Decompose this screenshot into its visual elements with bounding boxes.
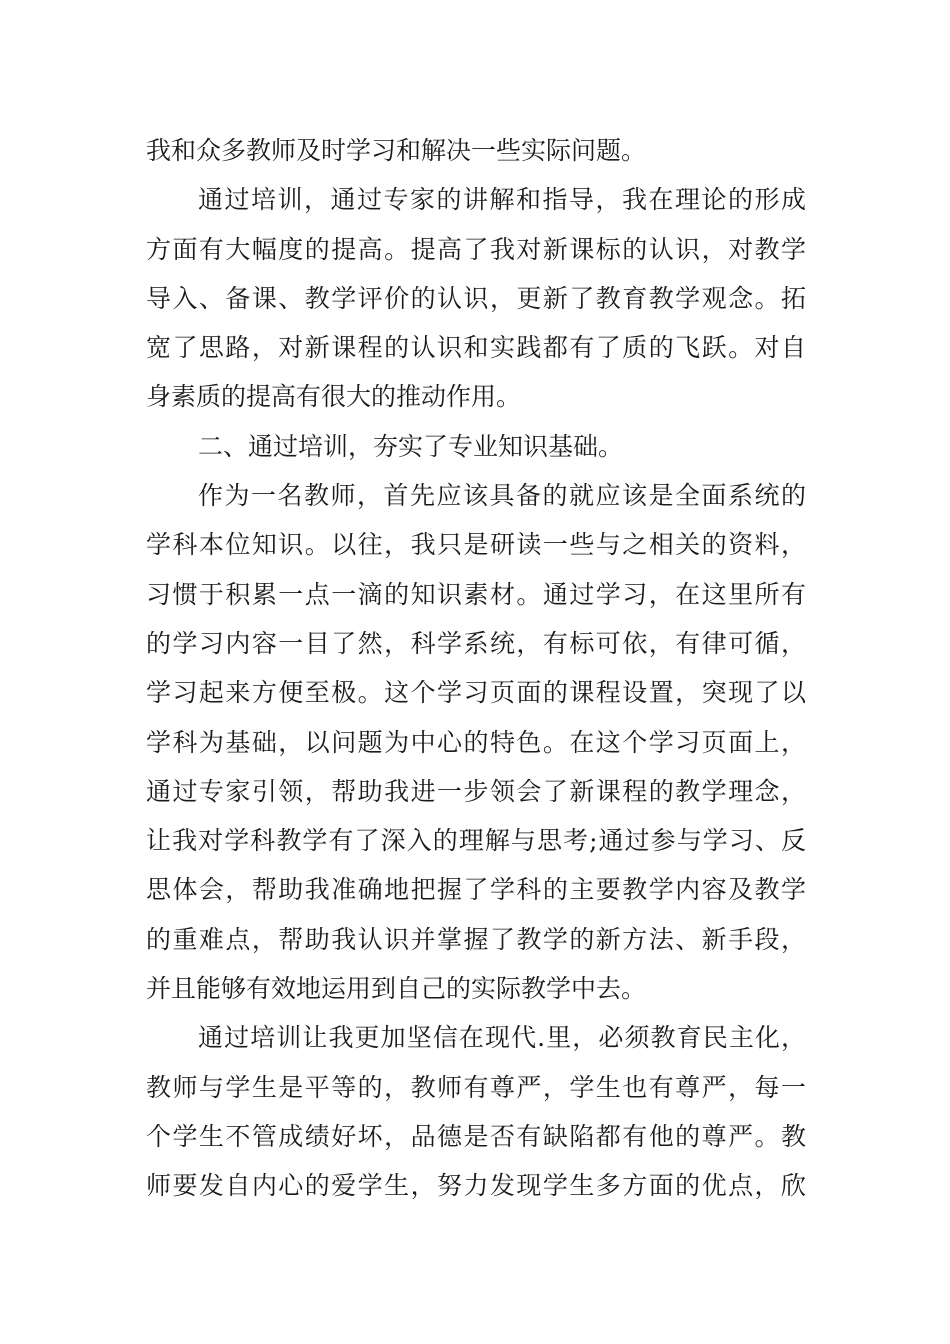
- document-body: [146, 126, 806, 1211]
- text-line: 通过培训，通过专家的讲解和指导，我在理论的形成: [198, 185, 806, 215]
- text-line: 个学生不管成绩好坏，品德是否有缺陷都有他的尊严。教: [146, 1121, 806, 1151]
- text-line: 二、通过培训，夯实了专业知识基础。: [198, 431, 624, 461]
- text-line: 身素质的提高有很大的推动作用。: [146, 382, 522, 412]
- text-line: 师要发自内心的爱学生，努力发现学生多方面的优点，欣: [146, 1171, 806, 1201]
- text-line: 学科本位知识。以往，我只是研读一些与之相关的资料，: [146, 530, 806, 560]
- text-line: 作为一名教师，首先应该具备的就应该是全面系统的: [198, 481, 806, 511]
- text-line: 学科为基础，以问题为中心的特色。在这个学习页面上，: [146, 727, 806, 757]
- text-line: 通过培训让我更加坚信在现代.里，必须教育民主化，: [198, 1023, 806, 1053]
- text-line: 方面有大幅度的提高。提高了我对新课标的认识，对教学: [146, 234, 806, 264]
- text-line: 我和众多教师及时学习和解决一些实际问题。: [146, 136, 647, 165]
- text-line: 习惯于积累一点一滴的知识素材。通过学习，在这里所有: [146, 579, 806, 609]
- text-line: 并且能够有效地运用到自己的实际教学中去。: [146, 974, 647, 1004]
- text-line: 的重难点，帮助我认识并掌握了教学的新方法、新手段，: [146, 924, 806, 954]
- text-line: 思体会，帮助我准确地把握了学科的主要教学内容及教学: [146, 875, 806, 905]
- text-line: 导入、备课、教学评价的认识，更新了教育教学观念。拓: [146, 283, 806, 313]
- text-line: 让我对学科教学有了深入的理解与思考;通过参与学习、反: [146, 826, 806, 856]
- text-line: 教师与学生是平等的，教师有尊严，学生也有尊严，每一: [146, 1072, 806, 1102]
- text-line: 的学习内容一目了然，科学系统，有标可依，有律可循，: [146, 628, 806, 658]
- text-line: 通过专家引领，帮助我进一步领会了新课程的教学理念，: [146, 776, 806, 806]
- text-line: 学习起来方便至极。这个学习页面的课程设置，突现了以: [146, 678, 806, 708]
- text-line: 宽了思路，对新课程的认识和实践都有了质的飞跃。对自: [146, 333, 806, 363]
